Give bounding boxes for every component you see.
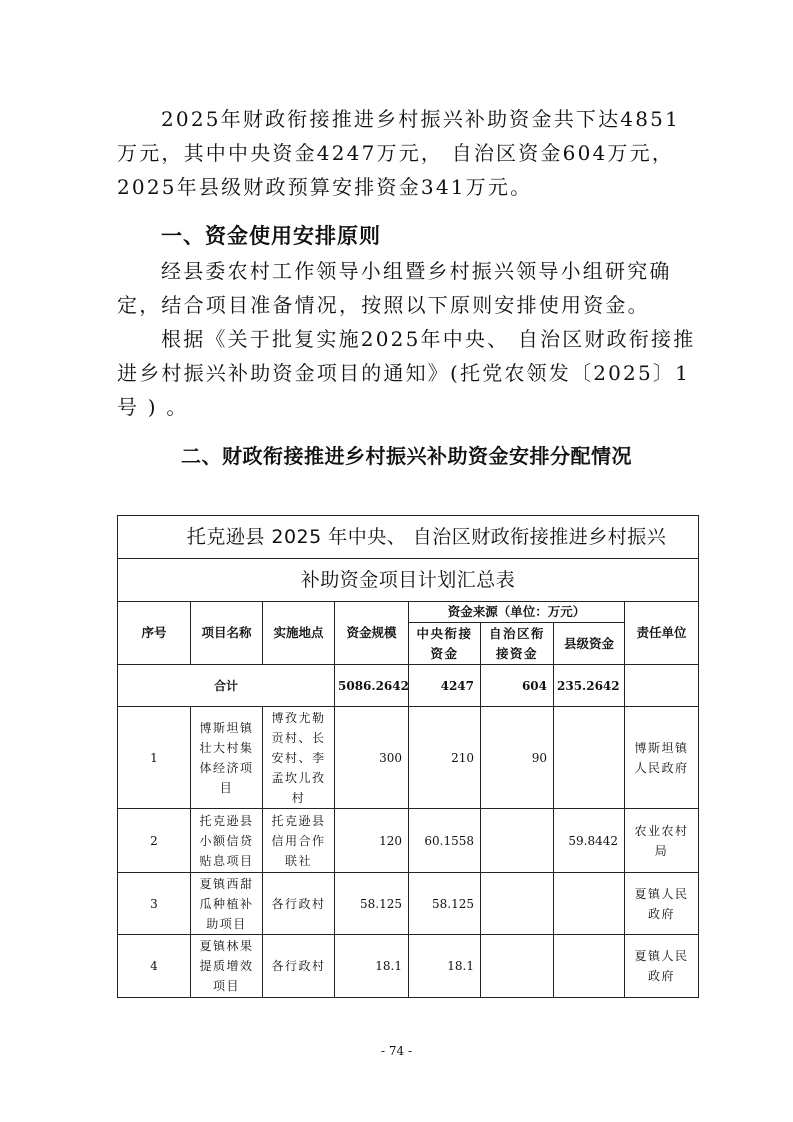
row-project-name: 夏镇西甜瓜种植补助项目: [191, 873, 263, 935]
section-heading-principles: 一、资金使用安排原则: [161, 224, 381, 248]
row-location: 博孜尤勒贡村、长安村、李孟坎儿孜村: [263, 707, 335, 809]
row-scale: 120: [335, 809, 409, 873]
row-responsible: 夏镇人民政府: [625, 935, 699, 998]
header-region: 自治区衔接资金: [481, 623, 554, 665]
row-seq: 2: [118, 809, 191, 873]
table-row: [118, 707, 699, 809]
row-seq: 1: [118, 707, 191, 809]
row-central: 58.125: [409, 873, 481, 935]
row-project-name: 托克逊县小额信贷贴息项目: [191, 809, 263, 873]
row-region: [481, 873, 554, 935]
total-responsible: [625, 665, 699, 707]
funding-summary-paragraph: 2025年财政衔接推进乡村振兴补助资金共下达4851万元，其中中央资金4247万元， 自治区资金604万元，2025年县级财政预算安排资金341万元。: [117, 107, 680, 199]
row-county: [554, 935, 625, 998]
table-title-line2: 补助资金项目计划汇总表: [118, 559, 699, 602]
principles-paragraph: 经县委农村工作领导小组暨乡村振兴领导小组研究确定，结合项目准备情况，按照以下原则安排使用资金。: [117, 259, 672, 317]
table-row: [118, 809, 699, 873]
header-seq: 序号: [118, 602, 191, 665]
row-region: 90: [481, 707, 554, 809]
section-heading-allocation: 二、财政衔接推进乡村振兴补助资金安排分配情况: [181, 444, 632, 468]
header-source-group: 资金来源（单位：万元）: [409, 602, 625, 623]
total-scale: 5086.2642: [335, 665, 409, 707]
row-project-name: 夏镇林果提质增效项目: [191, 935, 263, 998]
row-seq: 4: [118, 935, 191, 998]
row-central: 18.1: [409, 935, 481, 998]
row-seq: 3: [118, 873, 191, 935]
header-location: 实施地点: [263, 602, 335, 665]
header-responsible: 责任单位: [625, 602, 699, 665]
table-title-line1: 托克逊县 2025 年中央、 自治区财政衔接推进乡村振兴: [118, 516, 699, 559]
table-row: [118, 873, 699, 935]
header-name: 项目名称: [191, 602, 263, 665]
header-central: 中央衔接资金: [409, 623, 481, 665]
total-row: [118, 665, 699, 707]
funding-plan-table: [117, 515, 699, 998]
row-scale: 18.1: [335, 935, 409, 998]
row-responsible: 夏镇人民政府: [625, 873, 699, 935]
header-scale: 资金规模: [335, 602, 409, 665]
row-region: [481, 809, 554, 873]
row-county: [554, 873, 625, 935]
total-central: 4247: [409, 665, 481, 707]
row-region: [481, 935, 554, 998]
table-row: [118, 935, 699, 998]
row-scale: 300: [335, 707, 409, 809]
total-county: 235.2642: [554, 665, 625, 707]
total-region: 604: [481, 665, 554, 707]
row-central: 210: [409, 707, 481, 809]
row-location: 各行政村: [263, 873, 335, 935]
row-project-name: 博斯坦镇壮大村集体经济项目: [191, 707, 263, 809]
row-scale: 58.125: [335, 873, 409, 935]
row-county: [554, 707, 625, 809]
row-responsible: 博斯坦镇人民政府: [625, 707, 699, 809]
header-county: 县级资金: [554, 623, 625, 665]
row-responsible: 农业农村局: [625, 809, 699, 873]
basis-paragraph: 根据《关于批复实施2025年中央、 自治区财政衔接推进乡村振兴补助资金项目的通知》(托党农领发〔2025〕1号 ) 。: [117, 327, 696, 419]
row-county: 59.8442: [554, 809, 625, 873]
page-number: - 74 -: [380, 1044, 412, 1058]
total-label: 合计: [118, 665, 335, 707]
row-location: 各行政村: [263, 935, 335, 998]
row-central: 60.1558: [409, 809, 481, 873]
row-location: 托克逊县信用合作联社: [263, 809, 335, 873]
